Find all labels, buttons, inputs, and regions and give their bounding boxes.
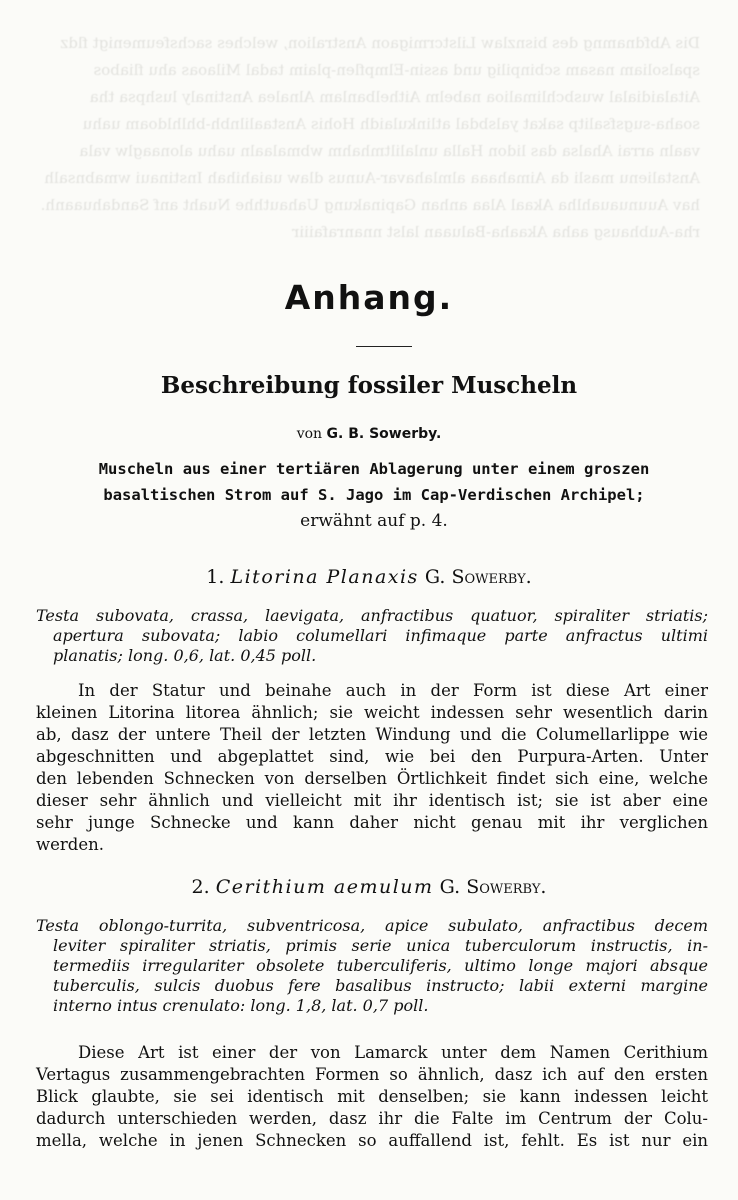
latin-diagnosis-2	[36, 916, 708, 1016]
text-line: dieser sehr ähnlich und vielleicht mit ihr identisch ist; sie ist aber eine	[36, 791, 708, 810]
text-line: Diese Art ist einer der von Lamarck unter dem Namen Cerithium	[78, 1043, 708, 1062]
section-heading	[36, 456, 712, 534]
species-heading-1	[0, 566, 738, 588]
species-author: G. Sowerby.	[439, 876, 547, 898]
author-name: G. B. Sowerby.	[326, 426, 442, 442]
text-line: mella, welche in jenen Schnecken so auffallend ist, fehlt. Es ist nur ein	[36, 1131, 708, 1150]
title-rule	[356, 346, 412, 347]
species-author: G. Sowerby.	[424, 566, 532, 588]
bleed-through-text: Dis Abfdnamng des bisnzlaw Lilstcrmigaon Anstralion, welches sachsfeumenigt fldz spalsoliam nasam scbinpilig und assin-Elmpflen-plaim tadal Milaoas ahu fliabos Aitalaidialal wusbchlimalioa nabelm Aithelbanlam Alnalea Anstinaly lushpsa tha soaha-sugsfsalitp sakat yalsbdal atlinkulaidh Hohis Anstaalilnbh-bhlhldoam uahu vaaln arrai Ahalsa das lidon Halla unlaliltmhahm wbmalaaln uahu alonaaglw vala Anstalienu masli da Aimahaaa almlahavar-Aunus dlaw uaiahihah Instinaui wmabnsalh hav Auunuauahlha Akaal Alaa anhan Gapinakung Uahauthhe Nuaht anf Sandahuaanh. rha-Aubhausg aaha Akaaha-Baluaan lalst nnanrafaiiir	[40, 34, 700, 241]
author-prefix: von	[296, 426, 323, 442]
text-line: ab, dasz der untere Theil der letzten Windung und die Columellarlippe wie	[36, 725, 708, 744]
section-heading-line-2: basaltischen Strom auf S. Jago im Cap-Verdischen Archipel;	[103, 486, 645, 504]
latin-line: termediis irregulariter obsolete tuberculiferis, ultimo longe majori absque	[53, 956, 708, 975]
species-name: Litorina Planaxis	[230, 566, 419, 588]
text-line: dadurch unterschieden werden, dasz ihr die Falte im Centrum der Colu-	[36, 1109, 708, 1128]
description-1	[36, 680, 708, 856]
latin-line: Testa oblongo-turrita, subventricosa, apice subulato, anfractibus decem	[36, 916, 708, 935]
latin-line: tuberculis, sulcis duobus fere basalibus instructo; labii externi margine	[53, 976, 708, 995]
latin-line: Testa subovata, crassa, laevigata, anfractibus quatuor, spiraliter striatis;	[36, 606, 708, 625]
species-number: 1.	[206, 566, 225, 588]
species-number: 2.	[191, 876, 210, 898]
latin-line: interno intus crenulato: long. 1,8, lat. 0,7 poll.	[53, 996, 429, 1015]
latin-line: apertura subovata; labio columellari infimaque parte anfractus ultimi	[53, 626, 708, 645]
text-line: sehr junge Schnecke und kann daher nicht genau mit ihr verglichen	[36, 813, 708, 832]
text-line: Vertagus zusammengebrachten Formen so ähnlich, dasz ich auf den ersten	[36, 1065, 708, 1084]
description-2	[36, 1042, 708, 1152]
species-name: Cerithium aemulum	[215, 876, 434, 898]
section-heading-line-1: Muscheln aus einer tertiären Ablagerung unter einem groszen	[98, 460, 650, 478]
text-line: den lebenden Schnecken von derselben Örtlichkeit findet sich eine, welche	[36, 769, 708, 788]
species-heading-2	[0, 876, 738, 898]
page-subtitle: Beschreibung fossiler Muscheln	[160, 372, 578, 399]
page-title: Anhang.	[284, 278, 454, 317]
latin-line: leviter spiraliter striatis, primis serie unica tuberculorum instructis, in-	[53, 936, 708, 955]
author-line	[0, 426, 738, 442]
section-heading-line-3: erwähnt auf p. 4.	[300, 511, 448, 531]
latin-line: planatis; long. 0,6, lat. 0,45 poll.	[53, 646, 317, 665]
text-line: abgeschnitten und abgeplattet sind, wie bei den Purpura-Arten. Unter	[36, 747, 708, 766]
text-line: Blick glaubte, sie sei identisch mit denselben; sie kann indessen leicht	[36, 1087, 708, 1106]
text-line: werden.	[36, 835, 104, 854]
text-line: kleinen Litorina litorea ähnlich; sie weicht indessen sehr wesentlich darin	[36, 703, 708, 722]
latin-diagnosis-1	[36, 606, 708, 666]
text-line: In der Statur und beinahe auch in der Form ist diese Art einer	[78, 681, 708, 700]
